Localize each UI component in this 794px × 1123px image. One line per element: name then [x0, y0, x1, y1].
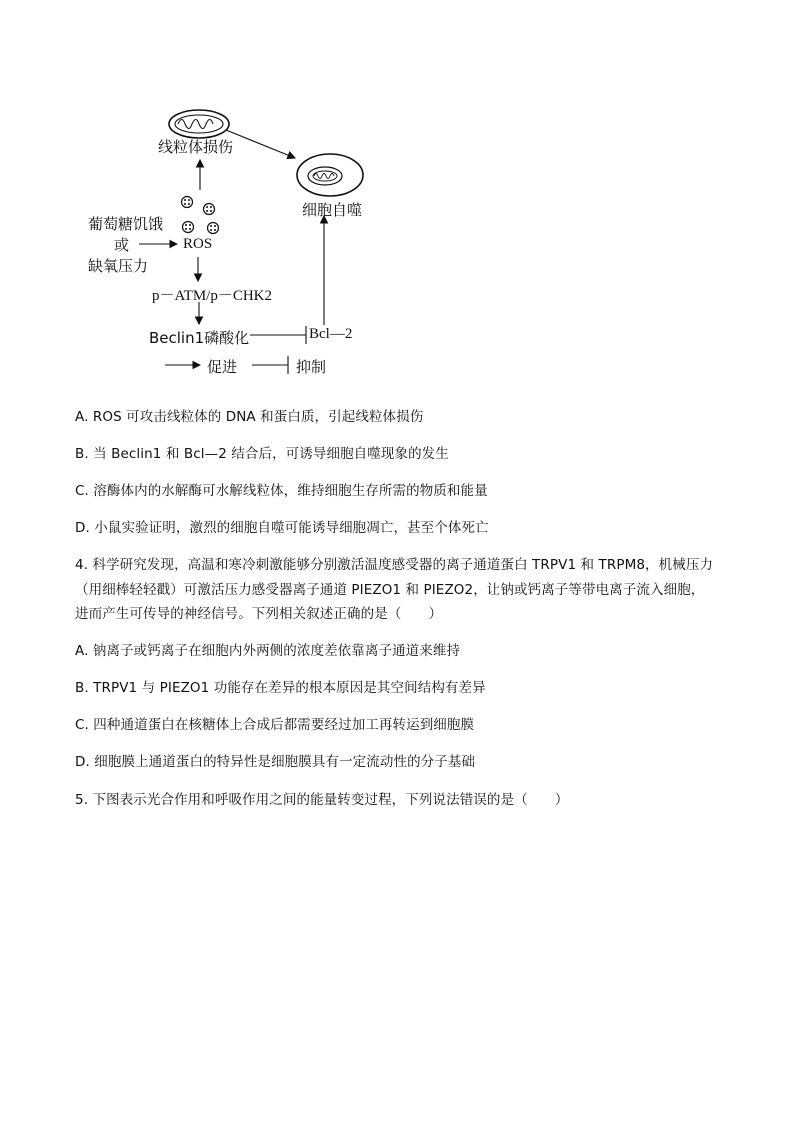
q3-option-a: A. ROS 可攻击线粒体的 DNA 和蛋白质，引起线粒体损伤	[75, 409, 424, 425]
q5-stem: 5. 下图表示光合作用和呼吸作用之间的能量转变过程，下列说法错误的是（ ）	[75, 792, 569, 808]
q4-stem-line-3: 进而产生可传导的神经信号。下列相关叙述正确的是（ ）	[75, 606, 443, 622]
diagram-graphics	[0, 0, 794, 390]
mitochondrion-icon	[169, 110, 229, 138]
label-stress-1: 葡萄糖饥饿	[88, 215, 164, 233]
q4-option-c: C. 四种通道蛋白在核糖体上合成后都需要经过加工再转运到细胞膜	[75, 717, 475, 733]
autophagosome-icon	[297, 154, 363, 196]
q3-option-d: D. 小鼠实验证明，激烈的细胞自噬可能诱导细胞凋亡，甚至个体死亡	[75, 520, 489, 536]
legend-promote-label: 促进	[207, 358, 238, 376]
q3-option-c: C. 溶酶体内的水解酶可水解线粒体，维持细胞生存所需的物质和能量	[75, 483, 488, 499]
label-stress-3: 缺氧压力	[88, 257, 149, 275]
label-stress-2: 或	[114, 236, 130, 254]
label-beclin: Beclin1磷酸化	[149, 329, 250, 347]
q3-option-b: B. 当 Beclin1 和 Bcl—2 结合后，可诱导细胞自噬现象的发生	[75, 446, 449, 462]
autophagy-pathway-diagram	[0, 0, 794, 390]
label-mito-damage: 线粒体损伤	[158, 138, 234, 156]
q4-option-d: D. 细胞膜上通道蛋白的特异性是细胞膜具有一定流动性的分子基础	[75, 754, 476, 770]
label-ros: ROS	[183, 236, 213, 252]
label-atm-chk2: p－ATM/p－CHK2	[152, 288, 273, 304]
q4-option-b: B. TRPV1 与 PIEZO1 功能存在差异的根本原因是其空间结构有差异	[75, 680, 486, 696]
legend-inhibit-label: 抑制	[296, 358, 327, 376]
q4-option-a: A. 钠离子或钙离子在细胞内外两侧的浓度差依靠离子通道来维持	[75, 643, 461, 659]
q4-stem-line-1: 4. 科学研究发现，高温和寒冷刺激能够分别激活温度感受器的离子通道蛋白 TRPV1 和 TRPM8，机械压力	[75, 557, 714, 573]
label-bcl2: Bcl—2	[309, 326, 353, 342]
arrow-damage-to-autophagy	[226, 130, 295, 158]
q4-stem-line-2: （用细棒轻轻戳）可激活压力感受器离子通道 PIEZO1 和 PIEZO2，让钠或钙离子等带电离子流入细胞，	[75, 582, 705, 598]
ros-particles-icon	[182, 197, 219, 234]
label-autophagy: 细胞自噬	[302, 201, 363, 219]
